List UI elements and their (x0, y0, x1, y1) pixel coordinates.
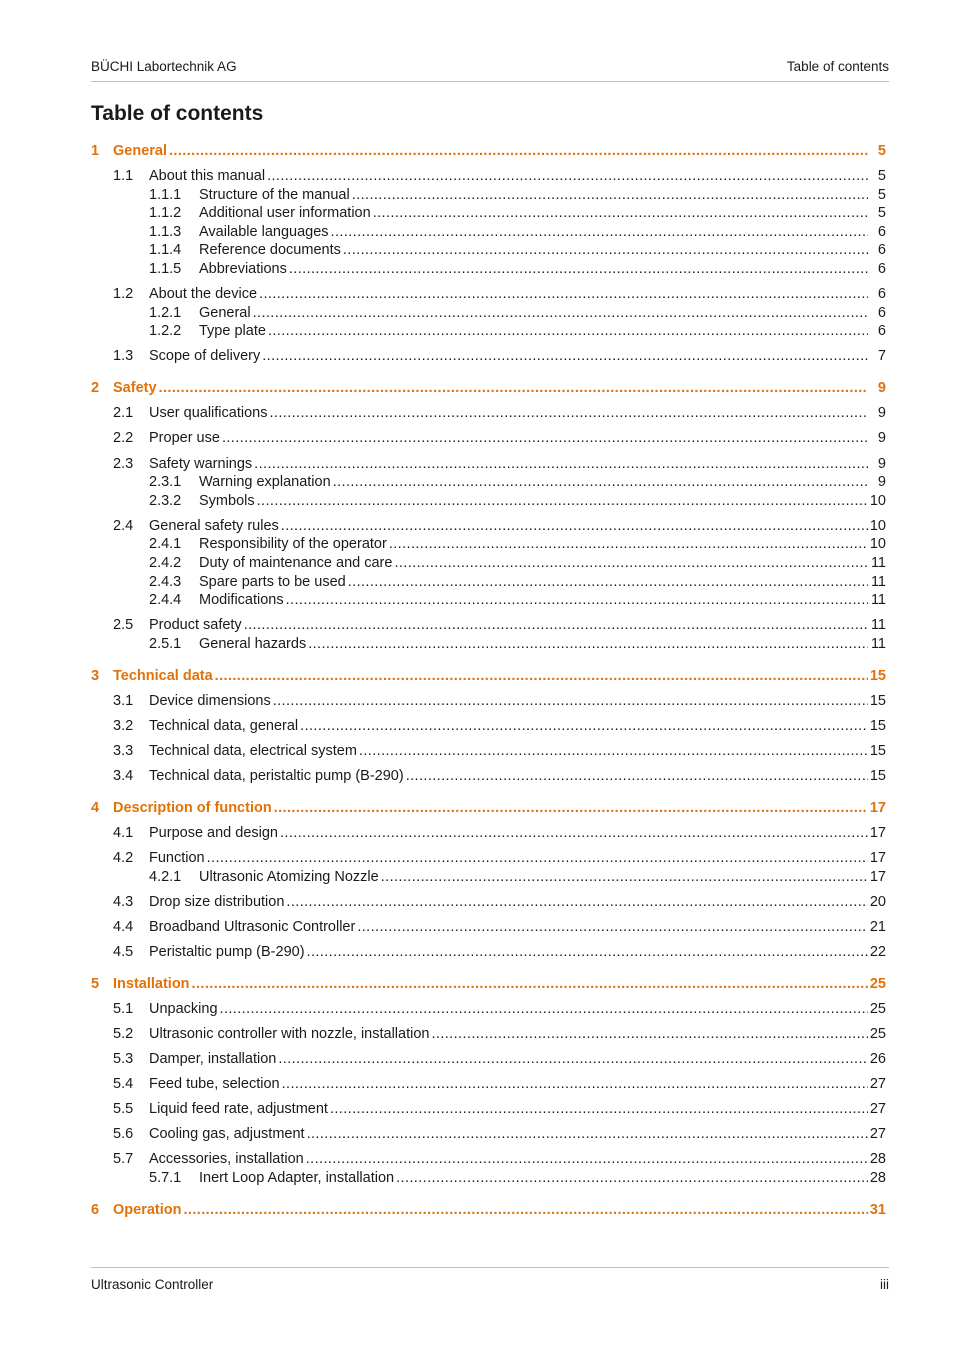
toc-dot-leader (267, 167, 868, 186)
toc-entry-label: General (199, 304, 251, 321)
toc-dot-leader (373, 204, 868, 223)
toc-entry-label: Technical data, general (149, 717, 299, 734)
toc-entry-subsection[interactable] (91, 304, 886, 323)
toc-entry-page: 6 (877, 223, 886, 240)
toc-entry-number: 1.2.2 (149, 323, 182, 340)
toc-entry-page: 6 (877, 304, 886, 321)
toc-entry-page: 5 (877, 205, 886, 222)
toc-entry-page: 21 (869, 918, 886, 935)
toc-entry-subsection[interactable] (91, 492, 886, 511)
toc-entry-number: 5.7.1 (149, 1169, 182, 1186)
toc-dot-leader (286, 893, 867, 912)
toc-dot-leader (259, 285, 868, 304)
toc-dot-leader (352, 186, 868, 205)
toc-dot-leader (159, 379, 868, 398)
toc-dot-leader (307, 1125, 868, 1144)
toc-entry-section[interactable] (91, 717, 886, 736)
toc-entry-number: 2.3 (113, 455, 134, 472)
toc-entry-number: 5.7 (113, 1151, 134, 1168)
toc-entry-page: 6 (877, 286, 886, 303)
toc-entry-section[interactable] (91, 1050, 886, 1069)
toc-entry-label: General safety rules (149, 517, 279, 534)
toc-dot-leader (300, 717, 868, 736)
toc-dot-leader (308, 635, 868, 654)
toc-entry-page: 9 (877, 455, 886, 472)
toc-entry-page: 5 (877, 186, 886, 203)
toc-dot-leader (396, 1169, 868, 1188)
toc-entry-page: 11 (870, 573, 886, 590)
toc-entry-section[interactable] (91, 692, 886, 711)
toc-entry-page: 15 (869, 717, 886, 734)
toc-entry-page: 20 (869, 893, 886, 910)
toc-entry-number: 1.1.2 (149, 205, 182, 222)
toc-entry-subsection[interactable] (91, 868, 886, 887)
toc-dot-leader (286, 591, 868, 610)
toc-dot-leader (331, 223, 868, 242)
toc-entry-page: 17 (869, 799, 886, 816)
toc-entry-subsection[interactable] (91, 635, 886, 654)
toc-entry-section[interactable] (91, 517, 886, 536)
toc-entry-subsection[interactable] (91, 1169, 886, 1188)
toc-dot-leader (273, 692, 868, 711)
toc-entry-label: Liquid feed rate, adjustment (149, 1101, 328, 1118)
toc-entry-number: 1.2.1 (149, 304, 182, 321)
toc-entry-subsection[interactable] (91, 473, 886, 492)
toc-entry-section[interactable] (91, 1100, 886, 1119)
header-section: Table of contents (786, 59, 889, 74)
toc-entry-page: 15 (869, 768, 886, 784)
toc-entry-number: 1 (91, 143, 100, 159)
toc-entry-section[interactable] (91, 742, 886, 761)
toc-entry-label: Purpose and design (149, 824, 278, 841)
toc-entry-number: 3.4 (113, 768, 134, 784)
toc-entry-label: Spare parts to be used (199, 573, 346, 590)
toc-entry-label: Available languages (199, 223, 329, 240)
toc-entry-number: 4.2 (113, 849, 134, 866)
toc-entry-label: Reference documents (199, 242, 341, 259)
toc-entry-section[interactable] (91, 1025, 886, 1044)
toc-entry-label: User qualifications (149, 405, 268, 422)
toc-entry-number: 2.2 (113, 430, 134, 447)
toc-entry-number: 2 (91, 380, 100, 397)
toc-entry-number: 1.1.1 (149, 186, 182, 203)
header-company: BÜCHI Labortechnik AG (91, 59, 237, 74)
toc-entry-page: 15 (869, 667, 886, 684)
toc-entry-number: 2.4.1 (149, 536, 182, 553)
toc-dot-leader (333, 473, 868, 492)
toc-entry-label: Feed tube, selection (149, 1076, 280, 1092)
toc-entry-section[interactable] (91, 347, 886, 366)
toc-entry-page: 27 (869, 1126, 886, 1143)
toc-entry-subsection[interactable] (91, 186, 886, 205)
toc-dot-leader (289, 260, 868, 279)
toc-entry-label: Damper, installation (149, 1050, 277, 1067)
toc-entry-page: 11 (870, 592, 886, 609)
toc-dot-leader (280, 824, 868, 843)
toc-entry-subsection[interactable] (91, 591, 886, 610)
toc-entry-label: Additional user information (199, 205, 371, 222)
page-footer (91, 1267, 889, 1292)
toc-entry-number: 5.3 (113, 1050, 134, 1067)
toc-entry-section[interactable] (91, 1000, 886, 1019)
toc-dot-leader (330, 1100, 868, 1119)
toc-entry-page: 17 (869, 824, 886, 841)
toc-entry-subsection[interactable] (91, 535, 886, 554)
toc-entry-number: 4.1 (113, 824, 134, 841)
toc-entry-number: 1.1.4 (149, 242, 182, 259)
toc-entry-number: 3.1 (113, 692, 134, 709)
toc-dot-leader (220, 1000, 868, 1019)
toc-entry-section[interactable] (91, 404, 886, 423)
toc-entry-number: 2.3.2 (149, 492, 182, 509)
toc-entry-label: Product safety (149, 617, 242, 634)
toc-entry-page: 9 (877, 380, 886, 397)
toc-dot-leader (254, 455, 868, 474)
toc-entry-subsection[interactable] (91, 573, 886, 592)
table-of-contents (91, 142, 886, 1219)
toc-entry-number: 5.1 (113, 1000, 134, 1017)
toc-entry-page: 28 (869, 1151, 886, 1168)
toc-entry-label: Technical data, electrical system (149, 742, 357, 759)
toc-entry-section[interactable] (91, 1150, 886, 1169)
toc-entry-number: 5.2 (113, 1025, 134, 1042)
toc-dot-leader (192, 975, 868, 994)
toc-dot-leader (262, 347, 868, 366)
toc-entry-number: 1.1 (113, 168, 134, 185)
toc-dot-leader (343, 241, 868, 260)
toc-dot-leader (281, 517, 868, 536)
toc-dot-leader (207, 849, 868, 868)
toc-dot-leader (222, 429, 868, 448)
toc-entry-page: 10 (869, 517, 886, 534)
toc-entry-section[interactable] (91, 285, 886, 304)
toc-entry-page: 15 (869, 742, 886, 759)
toc-dot-leader (269, 404, 868, 423)
toc-entry-label: Inert Loop Adapter, installation (199, 1169, 395, 1186)
toc-entry-page: 10 (869, 492, 886, 509)
toc-entry-page: 6 (877, 242, 886, 259)
toc-entry-section[interactable] (91, 1075, 886, 1094)
toc-entry-number: 2.3.1 (149, 474, 182, 491)
toc-entry-page: 25 (869, 1025, 886, 1042)
toc-dot-leader (274, 799, 868, 818)
toc-entry-subsection[interactable] (91, 223, 886, 242)
toc-entry-page: 17 (869, 849, 886, 866)
toc-dot-leader (359, 742, 868, 761)
toc-dot-leader (278, 1050, 868, 1069)
toc-entry-label: Description of function (113, 799, 272, 816)
toc-dot-leader (431, 1025, 867, 1044)
toc-dot-leader (169, 142, 868, 161)
toc-entry-number: 2.4 (113, 517, 134, 534)
toc-entry-page: 31 (869, 1201, 886, 1218)
toc-entry-number: 1.1.3 (149, 223, 182, 240)
toc-entry-label: Accessories, installation (149, 1151, 304, 1168)
toc-entry-label: Technical data, peristaltic pump (B-290) (149, 768, 404, 784)
toc-entry-label: Warning explanation (199, 474, 331, 491)
toc-entry-page: 27 (869, 1101, 886, 1118)
toc-entry-page: 25 (869, 1000, 886, 1017)
toc-entry-page: 6 (877, 261, 886, 278)
toc-entry-number: 2.4.3 (149, 573, 182, 590)
toc-dot-leader (244, 616, 868, 635)
toc-entry-page: 5 (877, 168, 886, 185)
toc-dot-leader (406, 767, 868, 786)
toc-dot-leader (306, 1150, 868, 1169)
toc-entry-label: About the device (149, 286, 258, 303)
toc-entry-page: 28 (869, 1169, 886, 1186)
toc-entry-number: 4.2.1 (149, 868, 182, 885)
toc-dot-leader (253, 304, 868, 323)
toc-entry-number: 2.5 (113, 617, 134, 634)
toc-entry-chapter[interactable] (91, 142, 886, 161)
toc-entry-label: Device dimensions (149, 692, 271, 709)
toc-entry-number: 4 (91, 799, 100, 816)
toc-entry-page: 27 (869, 1076, 886, 1092)
toc-dot-leader (282, 1075, 868, 1094)
toc-entry-label: Safety (113, 380, 157, 397)
toc-entry-page: 6 (877, 323, 886, 340)
toc-entry-page: 9 (877, 430, 886, 447)
toc-dot-leader (357, 918, 868, 937)
toc-entry-number: 2.4.4 (149, 592, 182, 609)
toc-entry-label: Duty of maintenance and care (199, 554, 393, 571)
toc-dot-leader (348, 573, 868, 592)
toc-entry-page: 9 (877, 405, 886, 422)
page-title: Table of contents (91, 102, 264, 125)
toc-entry-chapter[interactable] (91, 1201, 886, 1220)
toc-entry-number: 3.3 (113, 742, 134, 759)
toc-entry-number: 4.3 (113, 893, 134, 910)
toc-entry-section[interactable] (91, 167, 886, 186)
toc-entry-label: Structure of the manual (199, 186, 350, 203)
toc-entry-label: Unpacking (149, 1000, 218, 1017)
toc-entry-label: Installation (113, 975, 190, 992)
toc-entry-chapter[interactable] (91, 667, 886, 686)
toc-entry-page: 15 (869, 692, 886, 709)
footer-product: Ultrasonic Controller (91, 1277, 214, 1292)
toc-entry-chapter[interactable] (91, 379, 886, 398)
toc-entry-chapter[interactable] (91, 799, 886, 818)
toc-dot-leader (257, 492, 868, 511)
toc-entry-page: 25 (869, 975, 886, 992)
toc-dot-leader (394, 554, 868, 573)
toc-entry-number: 5.6 (113, 1126, 134, 1143)
toc-dot-leader (389, 535, 868, 554)
toc-entry-number: 5.5 (113, 1101, 134, 1118)
toc-entry-page: 22 (869, 943, 886, 960)
toc-entry-number: 5.4 (113, 1076, 134, 1092)
toc-entry-label: Peristaltic pump (B-290) (149, 943, 305, 960)
toc-entry-page: 11 (870, 635, 886, 652)
toc-entry-section[interactable] (91, 893, 886, 912)
toc-entry-number: 6 (91, 1201, 100, 1218)
toc-entry-number: 5 (91, 975, 100, 992)
toc-entry-section[interactable] (91, 918, 886, 937)
toc-entry-label: Function (149, 849, 205, 866)
toc-entry-page: 5 (877, 143, 886, 159)
toc-entry-subsection[interactable] (91, 554, 886, 573)
toc-entry-label: Abbreviations (199, 261, 287, 278)
toc-entry-section[interactable] (91, 824, 886, 843)
toc-entry-number: 3.2 (113, 717, 134, 734)
toc-dot-leader (381, 868, 868, 887)
toc-entry-page: 17 (869, 868, 886, 885)
toc-entry-label: Proper use (149, 430, 220, 447)
toc-entry-page: 11 (870, 617, 886, 634)
toc-entry-number: 4.5 (113, 943, 134, 960)
toc-entry-number: 1.1.5 (149, 261, 182, 278)
toc-entry-page: 26 (869, 1050, 886, 1067)
toc-entry-number: 3 (91, 667, 100, 684)
toc-entry-section[interactable] (91, 1125, 886, 1144)
toc-entry-page: 11 (870, 554, 886, 571)
toc-entry-label: Ultrasonic controller with nozzle, installation (149, 1025, 430, 1042)
toc-entry-label: Ultrasonic Atomizing Nozzle (199, 868, 379, 885)
toc-entry-label: Symbols (199, 492, 255, 509)
toc-entry-chapter[interactable] (91, 975, 886, 994)
footer-page-number: iii (880, 1277, 889, 1292)
toc-entry-label: Operation (113, 1201, 182, 1218)
toc-dot-leader (268, 322, 868, 341)
toc-entry-label: Responsibility of the operator (199, 536, 387, 553)
toc-dot-leader (215, 667, 868, 686)
toc-entry-subsection[interactable] (91, 204, 886, 223)
toc-dot-leader (183, 1201, 867, 1220)
toc-entry-section[interactable] (91, 943, 886, 962)
toc-entry-section[interactable] (91, 455, 886, 474)
toc-entry-label: Drop size distribution (149, 893, 285, 910)
toc-entry-section[interactable] (91, 767, 886, 786)
toc-entry-page: 7 (877, 348, 886, 365)
toc-entry-number: 2.4.2 (149, 554, 182, 571)
toc-entry-section[interactable] (91, 429, 886, 448)
toc-entry-number: 2.1 (113, 405, 134, 422)
toc-entry-subsection[interactable] (91, 260, 886, 279)
toc-entry-label: Safety warnings (149, 455, 253, 472)
toc-entry-label: Cooling gas, adjustment (149, 1126, 305, 1143)
toc-entry-label: Modifications (199, 592, 284, 609)
toc-entry-page: 9 (877, 474, 886, 491)
toc-entry-label: General hazards (199, 635, 307, 652)
toc-entry-subsection[interactable] (91, 322, 886, 341)
page-header (91, 59, 889, 82)
toc-entry-label: Scope of delivery (149, 348, 261, 365)
toc-entry-label: Type plate (199, 323, 266, 340)
toc-entry-label: General (113, 143, 167, 159)
toc-entry-number: 1.2 (113, 286, 134, 303)
toc-entry-section[interactable] (91, 849, 886, 868)
toc-entry-label: Broadband Ultrasonic Controller (149, 918, 356, 935)
toc-entry-number: 1.3 (113, 348, 134, 365)
toc-entry-section[interactable] (91, 616, 886, 635)
toc-entry-label: About this manual (149, 168, 266, 185)
toc-dot-leader (307, 943, 868, 962)
toc-entry-number: 2.5.1 (149, 635, 182, 652)
toc-entry-page: 10 (869, 536, 886, 553)
toc-entry-label: Technical data (113, 667, 213, 684)
toc-entry-number: 4.4 (113, 918, 134, 935)
toc-entry-subsection[interactable] (91, 241, 886, 260)
